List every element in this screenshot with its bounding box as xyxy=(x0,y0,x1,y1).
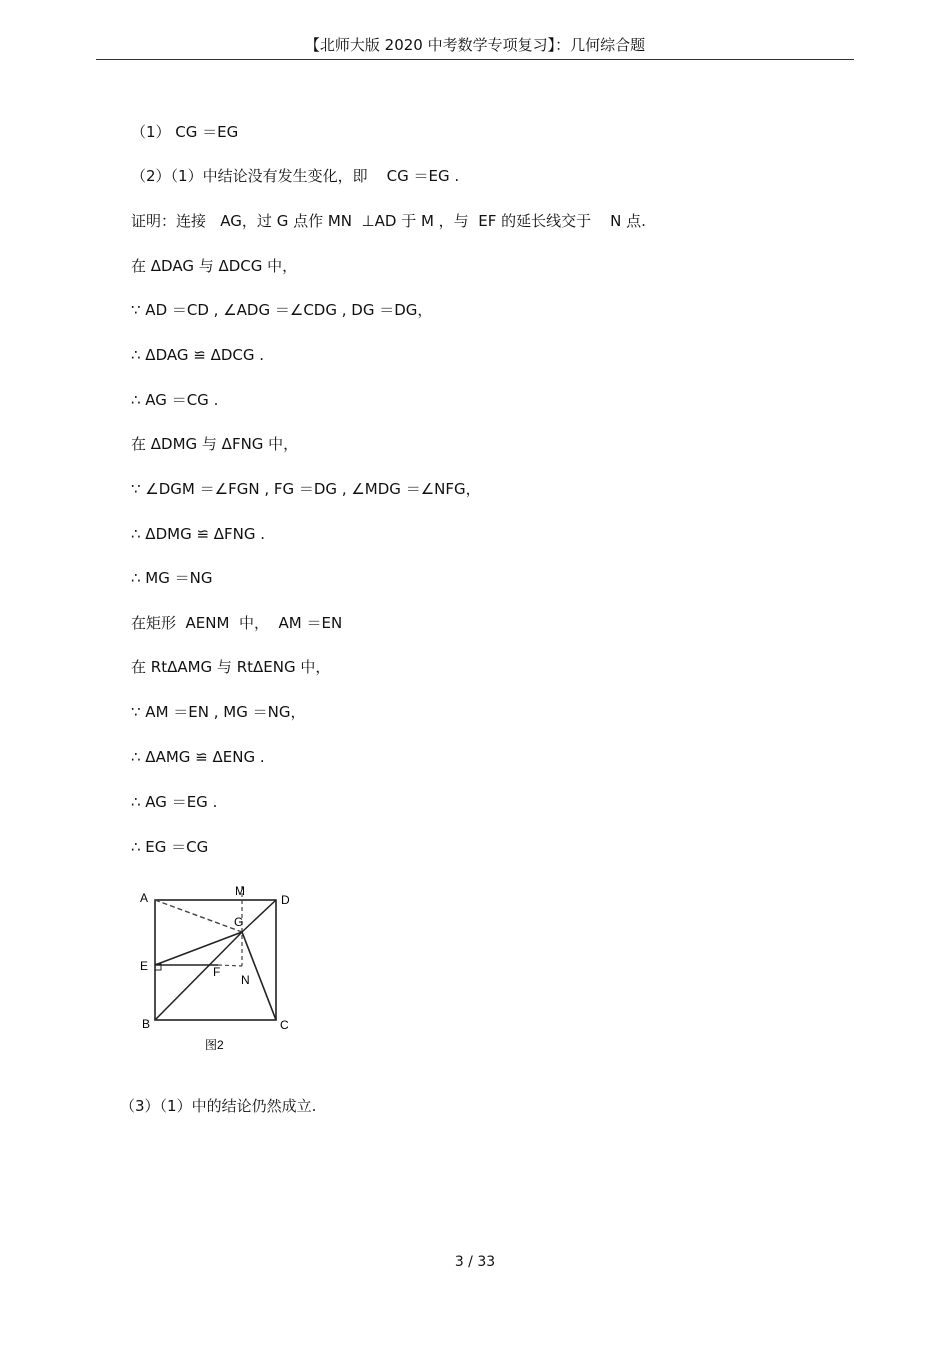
label-m: M xyxy=(235,884,245,898)
label-c: C xyxy=(280,1018,289,1032)
solution-line-1: （1） CG ＝EG xyxy=(131,123,239,141)
proof-line-3: ∴ ΔDAG ≌ ΔDCG . xyxy=(131,346,265,364)
proof-line-9: 在矩形 AENM 中， AM ＝EN xyxy=(131,614,343,632)
proof-line-4: ∴ AG ＝CG . xyxy=(131,391,219,409)
part-3-answer: （3）（1）中的结论仍然成立. xyxy=(120,1097,317,1115)
proof-line-2: ∵ AD ＝CD , ∠ADG ＝∠CDG , DG ＝DG， xyxy=(131,301,433,319)
label-e: E xyxy=(140,959,149,973)
page-number: 3 / 33 xyxy=(454,1254,496,1270)
solution-line-2: （2）（1）中结论没有发生变化，即 CG ＝EG . xyxy=(131,167,460,185)
header-rule xyxy=(96,59,854,60)
proof-line-6: ∵ ∠DGM ＝∠FGN , FG ＝DG , ∠MDG ＝∠NFG， xyxy=(131,480,481,498)
segment-ag xyxy=(155,900,242,932)
proof-line-11: ∵ AM ＝EN , MG ＝NG， xyxy=(131,703,306,721)
label-n: N xyxy=(241,973,250,987)
proof-line-10: 在 RtΔAMG 与 RtΔENG 中， xyxy=(131,658,331,676)
geometry-figure xyxy=(132,880,302,1060)
proof-line-12: ∴ ΔAMG ≌ ΔENG . xyxy=(131,748,265,766)
label-f: F xyxy=(213,965,221,979)
label-g: G xyxy=(234,915,244,929)
segment-bg xyxy=(155,932,242,1020)
proof-line-13: ∴ AG ＝EG . xyxy=(131,793,218,811)
proof-line-1: 在 ΔDAG 与 ΔDCG 中， xyxy=(131,257,298,275)
proof-line-8: ∴ MG ＝NG xyxy=(131,569,213,587)
proof-intro: 证明：连接 AG，过 G 点作 MN ⊥AD 于 M ，与 EF 的延长线交于 N 点. xyxy=(131,212,646,230)
segment-dg xyxy=(242,900,276,932)
label-b: B xyxy=(142,1017,151,1031)
segment-eg xyxy=(155,932,242,965)
proof-conclusion: ∴ EG ＝CG xyxy=(131,838,209,856)
figure-caption: 图2 xyxy=(205,1038,224,1052)
label-d: D xyxy=(281,893,290,907)
page-header: 【北师大版 2020 中考数学专项复习】：几何综合题 xyxy=(304,36,646,54)
proof-line-7: ∴ ΔDMG ≌ ΔFNG . xyxy=(131,525,266,543)
proof-line-5: 在 ΔDMG 与 ΔFNG 中， xyxy=(131,435,299,453)
label-a: A xyxy=(140,891,149,905)
segment-fn xyxy=(218,965,242,966)
